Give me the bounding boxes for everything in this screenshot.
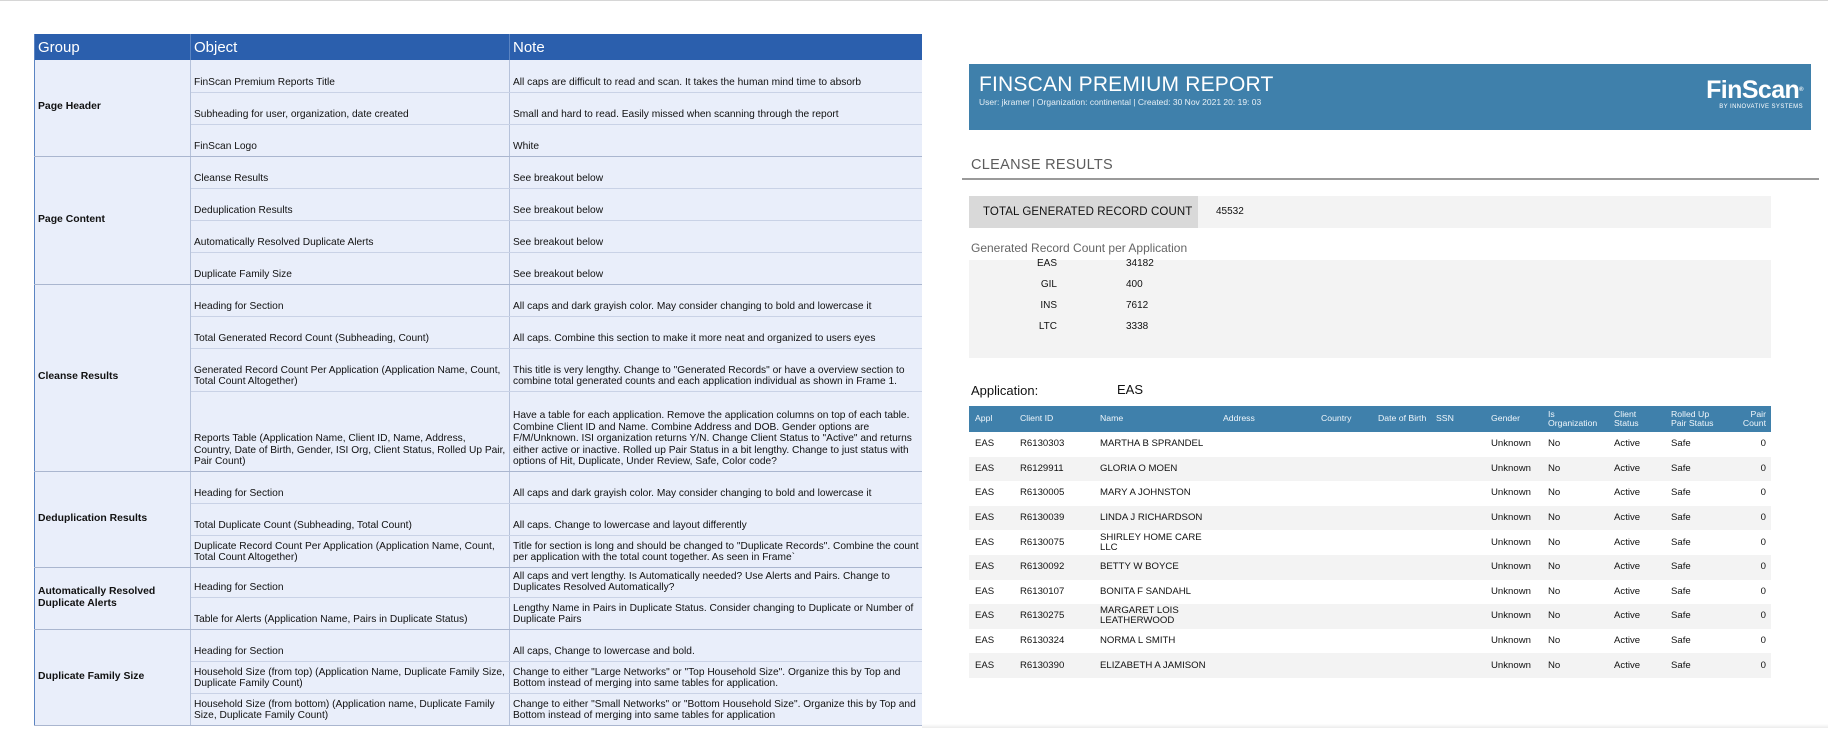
table-cell [1315, 530, 1372, 555]
table-cell: R6130075 [1020, 536, 1065, 548]
table-cell [1372, 629, 1430, 654]
review-object-cell: Heading for Section [191, 567, 510, 597]
table-cell: R6129911 [1014, 457, 1094, 482]
table-cell [1372, 530, 1430, 555]
section-divider [962, 178, 1819, 180]
table-cell: Unknown [1491, 536, 1531, 548]
total-record-count-value: 45532 [1216, 206, 1244, 217]
review-object-cell: Automatically Resolved Duplicate Alerts [191, 220, 510, 252]
records-column-header: Pair Count [1725, 406, 1771, 432]
table-cell: NORMA L SMITH [1100, 635, 1176, 647]
table-cell: EAS [975, 438, 995, 450]
logo-tagline: BY INNOVATIVE SYSTEMS [1719, 104, 1803, 110]
column-header-note: Note [510, 34, 923, 60]
table-cell: Active [1608, 506, 1665, 531]
table-row [969, 530, 1771, 555]
column-header-object: Object [191, 34, 510, 60]
table-cell [1217, 580, 1315, 605]
table-cell [1315, 555, 1372, 580]
review-object-cell: Household Size (from top) (Application Name, Duplicate Family Size, Duplicate Family Count) [191, 661, 510, 693]
table-cell [1430, 481, 1485, 506]
review-group-cell: Duplicate Family Size [35, 629, 191, 725]
review-note-cell: Have a table for each application. Remove the application columns on top of each table. Combine Client ID and Name. Combine Address and DOB. Gender options are F/M/Unknown. ISI organization returns Y/N. Change Client Status to "Active" and returns either active or inactive. Rolled up Pair Status in a bit lengthy. Change to just status with options of Hit, Duplicate, Under Review, Safe, Color code? [510, 391, 923, 471]
table-cell [1217, 604, 1315, 629]
per-application-counts [969, 260, 1771, 358]
table-cell: EAS [975, 585, 995, 597]
table-cell [1315, 432, 1372, 457]
table-cell: Active [1608, 555, 1665, 580]
per-application-label: Generated Record Count per Application [971, 241, 1188, 255]
table-cell: R6130390 [1014, 653, 1094, 678]
records-column-header: Country [1315, 406, 1372, 432]
table-cell: Unknown [1485, 604, 1542, 629]
table-cell [1217, 629, 1315, 654]
review-object-cell: Deduplication Results [191, 188, 510, 220]
review-note-cell: See breakout below [510, 252, 923, 284]
review-object-cell: Subheading for user, organization, date created [191, 92, 510, 124]
review-group-cell: Deduplication Results [35, 471, 191, 567]
per-application-row [969, 275, 1369, 295]
review-note-cell: Title for section is long and should be changed to "Duplicate Records". Combine the count per application with the total count together. As seen in Frame` [510, 535, 923, 567]
table-cell: 0 [1760, 536, 1766, 548]
table-cell: R6130039 [1014, 506, 1094, 531]
table-cell: No [1548, 635, 1561, 647]
records-column-header: Date of Birth [1372, 406, 1430, 432]
per-application-row [969, 296, 1369, 316]
logo-text: FinScan [1706, 76, 1800, 104]
review-note-cell: All caps. Change to lowercase and layout differently [510, 503, 923, 535]
review-object-cell: Household Size (from bottom) (Application name, Duplicate Family Size, Duplicate Family Count) [191, 693, 510, 725]
review-group-cell: Page Header [35, 60, 191, 156]
records-body [969, 432, 1771, 678]
table-cell: Active [1608, 653, 1665, 678]
review-row [35, 156, 923, 188]
table-cell: R6130107 [1020, 585, 1065, 597]
table-cell: Unknown [1491, 635, 1531, 647]
table-cell: EAS [975, 635, 995, 647]
table-cell: Unknown [1491, 585, 1531, 597]
table-cell: Unknown [1491, 487, 1531, 499]
table-cell: Active [1614, 585, 1641, 597]
review-note-cell: Change to either "Small Networks" or "Bottom Household Size". Organize this by Top and Bottom instead of merging into same tables for application [510, 693, 923, 725]
table-cell: Safe [1671, 438, 1691, 450]
application-value: EAS [1117, 382, 1144, 397]
table-cell: Safe [1671, 585, 1691, 597]
table-cell [1315, 653, 1372, 678]
table-cell: Active [1608, 604, 1665, 629]
table-cell [1430, 506, 1485, 531]
table-cell: Safe [1665, 653, 1725, 678]
table-cell [1217, 555, 1315, 580]
table-cell: 0 [1760, 487, 1766, 499]
table-cell [1217, 506, 1315, 531]
review-header-row [35, 34, 923, 60]
review-object-cell: Total Generated Record Count (Subheading, Count) [191, 316, 510, 348]
per-application-name: LTC [1038, 321, 1057, 332]
table-cell [1315, 604, 1372, 629]
table-cell [1430, 432, 1485, 457]
total-record-count-label: TOTAL GENERATED RECORD COUNT [969, 196, 1198, 228]
table-cell [1430, 629, 1485, 654]
review-object-cell: Duplicate Family Size [191, 252, 510, 284]
table-cell: Unknown [1485, 653, 1542, 678]
table-cell: EAS [969, 653, 1014, 678]
table-cell: EAS [969, 506, 1014, 531]
table-cell: Safe [1665, 555, 1725, 580]
review-object-cell: Duplicate Record Count Per Application (Application Name, Count, Total Count Altogether) [191, 535, 510, 567]
table-cell: No [1542, 555, 1608, 580]
table-cell: No [1548, 487, 1561, 499]
table-cell: 0 [1760, 585, 1766, 597]
per-application-name: GIL [1040, 279, 1057, 290]
records-column-header: Client Status [1608, 406, 1665, 432]
records-column-header: Address [1217, 406, 1315, 432]
finscan-logo [1706, 78, 1803, 110]
review-group-cell: Cleanse Results [35, 284, 191, 471]
table-cell: 0 [1725, 604, 1771, 629]
table-cell: BONITA F SANDAHL [1100, 585, 1191, 597]
total-record-count-box [969, 196, 1771, 228]
table-cell [1372, 580, 1430, 605]
table-cell: SHIRLEY HOME CARE LLC [1100, 531, 1202, 553]
review-object-cell: Heading for Section [191, 284, 510, 316]
table-cell: MARY A JOHNSTON [1100, 487, 1191, 499]
table-cell [1372, 432, 1430, 457]
table-cell: Safe [1665, 457, 1725, 482]
table-cell: GLORIA O MOEN [1094, 457, 1217, 482]
table-cell [1217, 653, 1315, 678]
records-column-header: Is Organization [1542, 406, 1608, 432]
top-divider [0, 0, 1828, 1]
table-cell: Active [1608, 457, 1665, 482]
review-object-cell: Reports Table (Application Name, Client ID, Name, Address, Country, Date of Birth, Gender, ISI Org, Client Status, Rolled Up Pair, Pair Count) [191, 391, 510, 471]
review-note-cell: This title is very lengthy. Change to "Generated Records" or have a overview section to combine total generated counts and each application individual as shown in Frame 1. [510, 348, 923, 391]
table-cell [1430, 530, 1485, 555]
table-cell [1217, 457, 1315, 482]
table-cell [1372, 506, 1430, 531]
records-column-header: Gender [1485, 406, 1542, 432]
table-cell [1315, 457, 1372, 482]
review-object-cell: FinScan Logo [191, 124, 510, 156]
review-object-cell: Heading for Section [191, 629, 510, 661]
review-note-cell: All caps are difficult to read and scan. It takes the human mind time to absorb [510, 60, 923, 92]
per-application-name: EAS [1036, 258, 1057, 269]
table-cell [1430, 580, 1485, 605]
table-cell [1430, 555, 1485, 580]
review-group-cell: Page Content [35, 156, 191, 284]
records-header-row [969, 406, 1771, 432]
table-cell [1315, 580, 1372, 605]
table-cell: No [1542, 604, 1608, 629]
review-note-cell: See breakout below [510, 156, 923, 188]
table-cell: EAS [975, 487, 995, 499]
review-group-cell: Automatically Resolved Duplicate Alerts [35, 567, 191, 629]
table-cell: 0 [1725, 653, 1771, 678]
review-row [35, 60, 923, 92]
section-title: CLEANSE RESULTS [971, 157, 1114, 173]
table-cell: R6130005 [1020, 487, 1065, 499]
table-cell: Safe [1671, 487, 1691, 499]
table-cell [1372, 555, 1430, 580]
table-cell: Active [1614, 635, 1641, 647]
per-application-row [969, 317, 1369, 337]
table-cell: BETTY W BOYCE [1094, 555, 1217, 580]
review-body [35, 60, 923, 725]
records-column-header: Appl [969, 406, 1014, 432]
review-note-cell: Lengthy Name in Pairs in Duplicate Status. Consider changing to Duplicate or Number of Duplicate Pairs [510, 597, 923, 629]
report-bottom-shadow [922, 724, 1828, 728]
table-cell [1430, 457, 1485, 482]
table-cell [1372, 457, 1430, 482]
table-cell: No [1548, 536, 1561, 548]
per-application-name: INS [1040, 300, 1057, 311]
review-note-cell: All caps and dark grayish color. May consider changing to bold and lowercase it [510, 471, 923, 503]
table-row [969, 555, 1771, 580]
application-label: Application: [971, 383, 1039, 398]
review-row [35, 629, 923, 661]
review-object-cell: Heading for Section [191, 471, 510, 503]
table-cell: 0 [1725, 506, 1771, 531]
table-cell: Active [1614, 536, 1641, 548]
table-row [969, 580, 1771, 605]
table-cell: R6130092 [1014, 555, 1094, 580]
review-object-cell: FinScan Premium Reports Title [191, 60, 510, 92]
table-row [969, 604, 1771, 629]
table-cell: Unknown [1485, 555, 1542, 580]
table-cell: Safe [1665, 604, 1725, 629]
review-note-cell: All caps. Combine this section to make it more neat and organized to users eyes [510, 316, 923, 348]
review-object-cell: Total Duplicate Count (Subheading, Total Count) [191, 503, 510, 535]
table-cell: LINDA J RICHARDSON [1094, 506, 1217, 531]
review-note-cell: See breakout below [510, 220, 923, 252]
table-cell: Unknown [1485, 457, 1542, 482]
records-table [969, 406, 1771, 678]
table-cell: MARGARET LOIS LEATHERWOOD [1094, 604, 1217, 629]
review-note-cell: All caps, Change to lowercase and bold. [510, 629, 923, 661]
review-note-cell: Small and hard to read. Easily missed when scanning through the report [510, 92, 923, 124]
records-column-header: Name [1094, 406, 1217, 432]
table-cell [1372, 481, 1430, 506]
table-cell: ELIZABETH A JAMISON [1094, 653, 1217, 678]
table-cell: EAS [969, 457, 1014, 482]
table-cell [1315, 506, 1372, 531]
table-cell [1372, 604, 1430, 629]
table-cell [1430, 653, 1485, 678]
review-row [35, 567, 923, 597]
table-cell: No [1542, 506, 1608, 531]
review-table [34, 34, 923, 726]
table-cell: Active [1614, 438, 1641, 450]
column-header-group: Group [35, 34, 191, 60]
table-cell: Safe [1665, 506, 1725, 531]
table-cell: No [1542, 457, 1608, 482]
table-cell: 0 [1725, 555, 1771, 580]
review-note-cell: All caps and dark grayish color. May consider changing to bold and lowercase it [510, 284, 923, 316]
review-note-cell: White [510, 124, 923, 156]
table-cell [1217, 481, 1315, 506]
table-cell: EAS [969, 604, 1014, 629]
logo-registered-mark: ® [1799, 87, 1803, 93]
records-column-header: Rolled Up Pair Status [1665, 406, 1725, 432]
table-cell: Safe [1671, 635, 1691, 647]
table-row [969, 506, 1771, 531]
table-cell: R6130324 [1020, 635, 1065, 647]
table-cell: No [1542, 653, 1608, 678]
per-application-row [969, 254, 1369, 274]
table-cell: R6130275 [1014, 604, 1094, 629]
table-cell [1372, 653, 1430, 678]
table-cell: Active [1614, 487, 1641, 499]
review-object-cell: Table for Alerts (Application Name, Pairs in Duplicate Status) [191, 597, 510, 629]
review-row [35, 471, 923, 503]
finscan-report [922, 34, 1828, 728]
review-object-cell: Cleanse Results [191, 156, 510, 188]
table-cell: Unknown [1485, 506, 1542, 531]
table-cell: R6130303 [1020, 438, 1065, 450]
report-header-banner [969, 64, 1811, 130]
table-cell: Safe [1671, 536, 1691, 548]
table-cell [1430, 604, 1485, 629]
table-cell: No [1548, 585, 1561, 597]
table-cell: Unknown [1491, 438, 1531, 450]
records-column-header: SSN [1430, 406, 1485, 432]
table-cell [1315, 481, 1372, 506]
table-cell: EAS [975, 536, 995, 548]
table-row [969, 481, 1771, 506]
table-row [969, 629, 1771, 654]
review-object-cell: Generated Record Count Per Application (Application Name, Count, Total Count Altogether) [191, 348, 510, 391]
report-title: FINSCAN PREMIUM REPORT [979, 73, 1274, 96]
table-row [969, 457, 1771, 482]
table-cell [1315, 629, 1372, 654]
table-row [969, 432, 1771, 457]
per-application-count: 34182 [1126, 258, 1154, 269]
table-row [969, 653, 1771, 678]
table-cell [1217, 432, 1315, 457]
table-cell: 0 [1725, 457, 1771, 482]
review-row [35, 284, 923, 316]
review-note-cell: See breakout below [510, 188, 923, 220]
table-cell: EAS [969, 555, 1014, 580]
records-column-header: Client ID [1014, 406, 1094, 432]
review-note-cell: All caps and vert lengthy. Is Automatically needed? Use Alerts and Pairs. Change to Duplicates Resolved Automatically? [510, 567, 923, 597]
report-subtitle: User: jkramer | Organization: continental | Created: 30 Nov 2021 20: 19: 03 [979, 97, 1262, 107]
table-cell: 0 [1760, 635, 1766, 647]
per-application-count: 3338 [1126, 321, 1149, 332]
review-note-cell: Change to either "Large Networks" or "Top Household Size". Organize this by Top and Bottom instead of merging into same tables for application. [510, 661, 923, 693]
table-cell: 0 [1760, 438, 1766, 450]
per-application-count: 7612 [1126, 300, 1149, 311]
table-cell: MARTHA B SPRANDEL [1100, 438, 1204, 450]
table-cell [1217, 530, 1315, 555]
table-cell: No [1548, 438, 1561, 450]
per-application-count: 400 [1126, 279, 1143, 290]
